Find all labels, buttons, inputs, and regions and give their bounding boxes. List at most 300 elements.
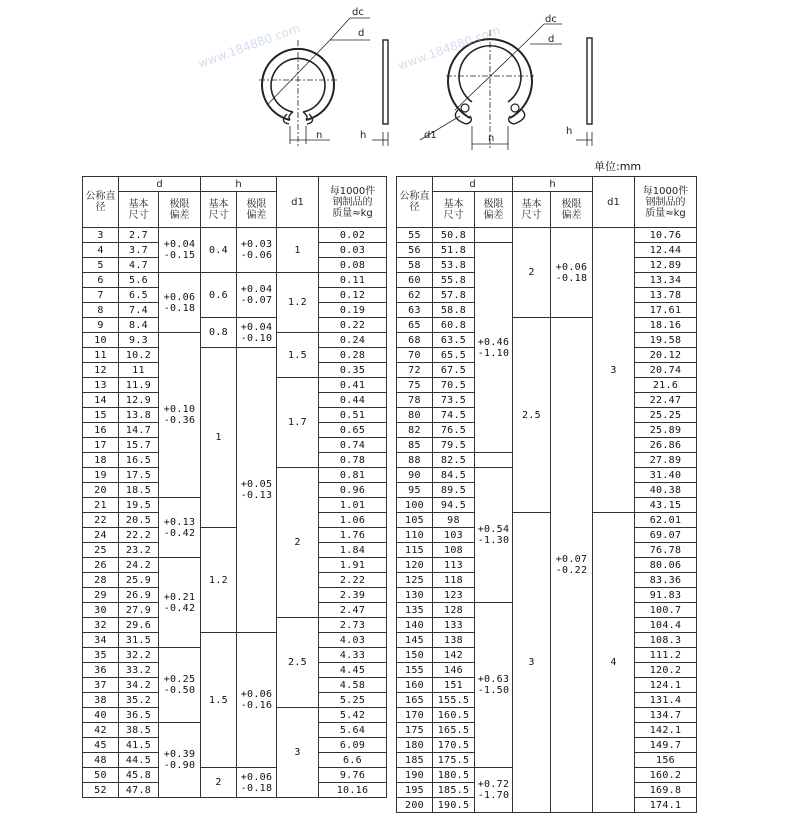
mass-cell: 2.73 [319, 618, 387, 633]
d-tolerance-cell [475, 453, 513, 468]
nominal-diameter-cell: 15 [83, 408, 119, 423]
nominal-diameter-cell: 130 [397, 588, 433, 603]
mass-cell: 9.76 [319, 768, 387, 783]
nominal-diameter-cell: 185 [397, 753, 433, 768]
d-basic-cell: 27.9 [119, 603, 159, 618]
mass-cell: 6.09 [319, 738, 387, 753]
mass-cell: 2.39 [319, 588, 387, 603]
nominal-diameter-cell: 190 [397, 768, 433, 783]
mass-cell: 2.22 [319, 573, 387, 588]
mass-cell: 0.22 [319, 318, 387, 333]
d-basic-cell: 23.2 [119, 543, 159, 558]
d-basic-cell: 57.8 [433, 288, 475, 303]
d-basic-cell: 53.8 [433, 258, 475, 273]
d-basic-cell: 4.7 [119, 258, 159, 273]
d-basic-cell: 185.5 [433, 783, 475, 798]
d-basic-cell: 22.2 [119, 528, 159, 543]
d-basic-cell: 26.9 [119, 588, 159, 603]
nominal-diameter-cell: 48 [83, 753, 119, 768]
d-basic-cell: 47.8 [119, 783, 159, 798]
mass-cell: 131.4 [635, 693, 697, 708]
d-basic-cell: 20.5 [119, 513, 159, 528]
table-row [83, 228, 387, 243]
h-tolerance-cell: +0.06 -0.16 [237, 633, 277, 768]
d-tolerance-cell: +0.63 -1.50 [475, 603, 513, 768]
mass-cell: 100.7 [635, 603, 697, 618]
nominal-diameter-cell: 55 [397, 228, 433, 243]
mass-cell: 0.41 [319, 378, 387, 393]
nominal-diameter-cell: 19 [83, 468, 119, 483]
nominal-diameter-cell: 8 [83, 303, 119, 318]
nominal-diameter-cell: 110 [397, 528, 433, 543]
d-basic-cell: 113 [433, 558, 475, 573]
d-basic-cell: 11 [119, 363, 159, 378]
h-tolerance-cell: +0.04 -0.10 [237, 318, 277, 348]
nominal-diameter-cell: 80 [397, 408, 433, 423]
d-basic-cell: 180.5 [433, 768, 475, 783]
d-basic-cell: 94.5 [433, 498, 475, 513]
nominal-diameter-cell: 13 [83, 378, 119, 393]
header-h-tolerance: 极限 偏差 [551, 192, 593, 228]
table-row [397, 228, 697, 243]
mass-cell: 0.12 [319, 288, 387, 303]
d-tolerance-cell: +0.54 -1.30 [475, 468, 513, 603]
nominal-diameter-cell: 20 [83, 483, 119, 498]
d-basic-cell: 128 [433, 603, 475, 618]
header-d1: d1 [593, 177, 635, 228]
nominal-diameter-cell: 90 [397, 468, 433, 483]
table-row [83, 768, 387, 783]
d-tolerance-cell: +0.46 -1.10 [475, 243, 513, 453]
right-n-label: n [488, 133, 495, 144]
d1-cell: 1.5 [277, 333, 319, 378]
mass-cell: 169.8 [635, 783, 697, 798]
nominal-diameter-cell: 18 [83, 453, 119, 468]
nominal-diameter-cell: 155 [397, 663, 433, 678]
right-d-label: d [548, 34, 555, 45]
nominal-diameter-cell: 115 [397, 543, 433, 558]
mass-cell: 10.76 [635, 228, 697, 243]
mass-cell: 1.84 [319, 543, 387, 558]
d-basic-cell: 160.5 [433, 708, 475, 723]
d-basic-cell: 29.6 [119, 618, 159, 633]
nominal-diameter-cell: 24 [83, 528, 119, 543]
d-basic-cell: 32.2 [119, 648, 159, 663]
d-tolerance-cell [475, 228, 513, 243]
d1-cell: 4 [593, 513, 635, 813]
d-basic-cell: 70.5 [433, 378, 475, 393]
mass-cell: 19.58 [635, 333, 697, 348]
d-basic-cell: 76.5 [433, 423, 475, 438]
d-basic-cell: 34.2 [119, 678, 159, 693]
d-basic-cell: 133 [433, 618, 475, 633]
nominal-diameter-cell: 165 [397, 693, 433, 708]
d-basic-cell: 138 [433, 633, 475, 648]
mass-cell: 124.1 [635, 678, 697, 693]
nominal-diameter-cell: 16 [83, 423, 119, 438]
nominal-diameter-cell: 70 [397, 348, 433, 363]
h-basic-cell: 0.4 [201, 228, 237, 273]
h-basic-cell: 2.5 [513, 318, 551, 513]
nominal-diameter-cell: 5 [83, 258, 119, 273]
d-basic-cell: 79.5 [433, 438, 475, 453]
d-basic-cell: 14.7 [119, 423, 159, 438]
mass-cell: 40.38 [635, 483, 697, 498]
mass-cell: 6.6 [319, 753, 387, 768]
nominal-diameter-cell: 45 [83, 738, 119, 753]
nominal-diameter-cell: 62 [397, 288, 433, 303]
left-n-label: n [316, 130, 323, 141]
left-dc-label: dc [352, 7, 364, 18]
header-d: d [433, 177, 513, 192]
d-basic-cell: 25.9 [119, 573, 159, 588]
d-basic-cell: 165.5 [433, 723, 475, 738]
table-row [397, 318, 697, 333]
h-tolerance-cell: +0.06 -0.18 [237, 768, 277, 798]
header-h: h [201, 177, 277, 192]
nominal-diameter-cell: 6 [83, 273, 119, 288]
d-basic-cell: 36.5 [119, 708, 159, 723]
nominal-diameter-cell: 38 [83, 693, 119, 708]
header-h-tolerance: 极限 偏差 [237, 192, 277, 228]
mass-cell: 4.58 [319, 678, 387, 693]
ring-spec-table-left [82, 176, 387, 798]
mass-cell: 156 [635, 753, 697, 768]
mass-cell: 2.47 [319, 603, 387, 618]
nominal-diameter-cell: 58 [397, 258, 433, 273]
nominal-diameter-cell: 17 [83, 438, 119, 453]
d-basic-cell: 98 [433, 513, 475, 528]
nominal-diameter-cell: 56 [397, 243, 433, 258]
nominal-diameter-cell: 75 [397, 378, 433, 393]
table-row [397, 513, 697, 528]
mass-cell: 31.40 [635, 468, 697, 483]
d-basic-cell: 9.3 [119, 333, 159, 348]
d-basic-cell: 13.8 [119, 408, 159, 423]
mass-cell: 0.51 [319, 408, 387, 423]
mass-cell: 0.11 [319, 273, 387, 288]
nominal-diameter-cell: 32 [83, 618, 119, 633]
h-basic-cell: 1 [201, 348, 237, 528]
d1-cell: 1.7 [277, 378, 319, 468]
d-basic-cell: 51.8 [433, 243, 475, 258]
mass-cell: 22.47 [635, 393, 697, 408]
header-d-tolerance: 极限 偏差 [475, 192, 513, 228]
header-mass: 每1000件 钢制品的 质量≈kg [319, 177, 387, 228]
mass-cell: 5.25 [319, 693, 387, 708]
mass-cell: 0.35 [319, 363, 387, 378]
nominal-diameter-cell: 25 [83, 543, 119, 558]
nominal-diameter-cell: 105 [397, 513, 433, 528]
d1-cell: 3 [277, 708, 319, 798]
nominal-diameter-cell: 4 [83, 243, 119, 258]
mass-cell: 0.03 [319, 243, 387, 258]
mass-cell: 0.28 [319, 348, 387, 363]
d1-cell: 2.5 [277, 618, 319, 708]
mass-cell: 13.34 [635, 273, 697, 288]
d-basic-cell: 55.8 [433, 273, 475, 288]
d-basic-cell: 65.5 [433, 348, 475, 363]
d-basic-cell: 15.7 [119, 438, 159, 453]
mass-cell: 149.7 [635, 738, 697, 753]
d-basic-cell: 41.5 [119, 738, 159, 753]
d-basic-cell: 5.6 [119, 273, 159, 288]
d-basic-cell: 12.9 [119, 393, 159, 408]
mass-cell: 91.83 [635, 588, 697, 603]
mass-cell: 0.96 [319, 483, 387, 498]
h-tolerance-cell: +0.03 -0.06 [237, 228, 277, 273]
h-basic-cell: 3 [513, 513, 551, 813]
nominal-diameter-cell: 22 [83, 513, 119, 528]
nominal-diameter-cell: 30 [83, 603, 119, 618]
h-basic-cell: 1.5 [201, 633, 237, 768]
d-basic-cell: 6.5 [119, 288, 159, 303]
h-basic-cell: 0.6 [201, 273, 237, 318]
h-basic-cell: 0.8 [201, 318, 237, 348]
nominal-diameter-cell: 120 [397, 558, 433, 573]
mass-cell: 21.6 [635, 378, 697, 393]
nominal-diameter-cell: 63 [397, 303, 433, 318]
mass-cell: 25.25 [635, 408, 697, 423]
d-basic-cell: 8.4 [119, 318, 159, 333]
d-basic-cell: 58.8 [433, 303, 475, 318]
nominal-diameter-cell: 68 [397, 333, 433, 348]
header-h-basic: 基本 尺寸 [513, 192, 551, 228]
h-basic-cell: 2 [201, 768, 237, 798]
mass-cell: 43.15 [635, 498, 697, 513]
nominal-diameter-cell: 26 [83, 558, 119, 573]
header-d-basic: 基本 尺寸 [119, 192, 159, 228]
mass-cell: 4.45 [319, 663, 387, 678]
header-h: h [513, 177, 593, 192]
d-basic-cell: 142 [433, 648, 475, 663]
d-basic-cell: 175.5 [433, 753, 475, 768]
d-basic-cell: 24.2 [119, 558, 159, 573]
nominal-diameter-cell: 40 [83, 708, 119, 723]
d-basic-cell: 2.7 [119, 228, 159, 243]
nominal-diameter-cell: 42 [83, 723, 119, 738]
mass-cell: 5.42 [319, 708, 387, 723]
table-row [83, 528, 387, 543]
d-basic-cell: 151 [433, 678, 475, 693]
mass-cell: 26.86 [635, 438, 697, 453]
d-basic-cell: 33.2 [119, 663, 159, 678]
mass-cell: 174.1 [635, 798, 697, 813]
nominal-diameter-cell: 85 [397, 438, 433, 453]
nominal-diameter-cell: 180 [397, 738, 433, 753]
header-d-basic: 基本 尺寸 [433, 192, 475, 228]
mass-cell: 76.78 [635, 543, 697, 558]
table-row [83, 633, 387, 648]
nominal-diameter-cell: 135 [397, 603, 433, 618]
mass-cell: 120.2 [635, 663, 697, 678]
unit-label: 单位:mm [594, 160, 642, 173]
nominal-diameter-cell: 100 [397, 498, 433, 513]
nominal-diameter-cell: 65 [397, 318, 433, 333]
d-tolerance-cell: +0.21 -0.42 [159, 558, 201, 648]
d-basic-cell: 38.5 [119, 723, 159, 738]
mass-cell: 1.01 [319, 498, 387, 513]
d-tolerance-cell: +0.39 -0.90 [159, 723, 201, 798]
nominal-diameter-cell: 195 [397, 783, 433, 798]
header-d1: d1 [277, 177, 319, 228]
d-basic-cell: 44.5 [119, 753, 159, 768]
left-d-label: d [358, 28, 365, 39]
d-basic-cell: 31.5 [119, 633, 159, 648]
d-basic-cell: 60.8 [433, 318, 475, 333]
mass-cell: 0.24 [319, 333, 387, 348]
nominal-diameter-cell: 95 [397, 483, 433, 498]
mass-cell: 0.65 [319, 423, 387, 438]
header-nominal: 公称直 径 [397, 177, 433, 228]
d-basic-cell: 74.5 [433, 408, 475, 423]
table-row [83, 273, 387, 288]
mass-cell: 25.89 [635, 423, 697, 438]
retaining-ring-drawing [0, 0, 793, 165]
d-basic-cell: 146 [433, 663, 475, 678]
mass-cell: 108.3 [635, 633, 697, 648]
nominal-diameter-cell: 170 [397, 708, 433, 723]
nominal-diameter-cell: 52 [83, 783, 119, 798]
nominal-diameter-cell: 35 [83, 648, 119, 663]
mass-cell: 12.44 [635, 243, 697, 258]
h-tolerance-cell: +0.05 -0.13 [237, 348, 277, 633]
d-basic-cell: 19.5 [119, 498, 159, 513]
mass-cell: 18.16 [635, 318, 697, 333]
h-basic-cell: 2 [513, 228, 551, 318]
d-basic-cell: 118 [433, 573, 475, 588]
nominal-diameter-cell: 29 [83, 588, 119, 603]
mass-cell: 0.81 [319, 468, 387, 483]
header-d: d [119, 177, 201, 192]
mass-cell: 27.89 [635, 453, 697, 468]
nominal-diameter-cell: 200 [397, 798, 433, 813]
d-basic-cell: 123 [433, 588, 475, 603]
d1-cell: 2 [277, 468, 319, 618]
nominal-diameter-cell: 88 [397, 453, 433, 468]
header-d-tolerance: 极限 偏差 [159, 192, 201, 228]
d-tolerance-cell: +0.72 -1.70 [475, 768, 513, 813]
d-tolerance-cell: +0.06 -0.18 [159, 273, 201, 333]
nominal-diameter-cell: 10 [83, 333, 119, 348]
mass-cell: 1.76 [319, 528, 387, 543]
nominal-diameter-cell: 7 [83, 288, 119, 303]
d-basic-cell: 17.5 [119, 468, 159, 483]
d-basic-cell: 73.5 [433, 393, 475, 408]
table-row [83, 318, 387, 333]
right-table-body [397, 228, 697, 813]
mass-cell: 0.08 [319, 258, 387, 273]
mass-cell: 83.36 [635, 573, 697, 588]
mass-cell: 0.78 [319, 453, 387, 468]
nominal-diameter-cell: 21 [83, 498, 119, 513]
d-basic-cell: 84.5 [433, 468, 475, 483]
h-basic-cell: 1.2 [201, 528, 237, 633]
mass-cell: 12.89 [635, 258, 697, 273]
mass-cell: 134.7 [635, 708, 697, 723]
d-basic-cell: 67.5 [433, 363, 475, 378]
nominal-diameter-cell: 72 [397, 363, 433, 378]
mass-cell: 104.4 [635, 618, 697, 633]
right-dc-label: dc [545, 14, 557, 25]
mass-cell: 111.2 [635, 648, 697, 663]
mass-cell: 160.2 [635, 768, 697, 783]
right-h-label: h [566, 126, 573, 137]
nominal-diameter-cell: 150 [397, 648, 433, 663]
nominal-diameter-cell: 14 [83, 393, 119, 408]
mass-cell: 0.74 [319, 438, 387, 453]
nominal-diameter-cell: 125 [397, 573, 433, 588]
left-h-label: h [360, 130, 367, 141]
nominal-diameter-cell: 36 [83, 663, 119, 678]
mass-cell: 62.01 [635, 513, 697, 528]
mass-cell: 80.06 [635, 558, 697, 573]
left-table-body [83, 228, 387, 798]
nominal-diameter-cell: 9 [83, 318, 119, 333]
h-tolerance-cell: +0.04 -0.07 [237, 273, 277, 318]
right-d1-label: d1 [424, 130, 437, 141]
d-basic-cell: 103 [433, 528, 475, 543]
mass-cell: 0.19 [319, 303, 387, 318]
mass-cell: 0.44 [319, 393, 387, 408]
watermark: www.184880.com [196, 20, 302, 71]
d-tolerance-cell: +0.10 -0.36 [159, 333, 201, 498]
d-basic-cell: 170.5 [433, 738, 475, 753]
mass-cell: 69.07 [635, 528, 697, 543]
mass-cell: 20.74 [635, 363, 697, 378]
d-basic-cell: 63.5 [433, 333, 475, 348]
d-basic-cell: 35.2 [119, 693, 159, 708]
nominal-diameter-cell: 60 [397, 273, 433, 288]
mass-cell: 4.33 [319, 648, 387, 663]
d1-cell: 1 [277, 228, 319, 273]
nominal-diameter-cell: 12 [83, 363, 119, 378]
watermark-2: www.184880.com [396, 22, 502, 73]
d-basic-cell: 50.8 [433, 228, 475, 243]
d-basic-cell: 7.4 [119, 303, 159, 318]
d-basic-cell: 155.5 [433, 693, 475, 708]
d-tolerance-cell: +0.25 -0.50 [159, 648, 201, 723]
nominal-diameter-cell: 11 [83, 348, 119, 363]
mass-cell: 142.1 [635, 723, 697, 738]
mass-cell: 17.61 [635, 303, 697, 318]
nominal-diameter-cell: 28 [83, 573, 119, 588]
ring-spec-table-right [396, 176, 697, 813]
d-basic-cell: 11.9 [119, 378, 159, 393]
nominal-diameter-cell: 34 [83, 633, 119, 648]
d-basic-cell: 3.7 [119, 243, 159, 258]
nominal-diameter-cell: 78 [397, 393, 433, 408]
d-basic-cell: 190.5 [433, 798, 475, 813]
d-basic-cell: 89.5 [433, 483, 475, 498]
mass-cell: 10.16 [319, 783, 387, 798]
table-row [83, 348, 387, 363]
d-tolerance-cell: +0.13 -0.42 [159, 498, 201, 558]
d-basic-cell: 10.2 [119, 348, 159, 363]
header-mass: 每1000件 钢制品的 质量≈kg [635, 177, 697, 228]
mass-cell: 20.12 [635, 348, 697, 363]
d1-cell: 1.2 [277, 273, 319, 333]
h-tolerance-cell: +0.06 -0.18 [551, 228, 593, 318]
d-tolerance-cell: +0.04 -0.15 [159, 228, 201, 273]
header-h-basic: 基本 尺寸 [201, 192, 237, 228]
nominal-diameter-cell: 50 [83, 768, 119, 783]
d-basic-cell: 82.5 [433, 453, 475, 468]
nominal-diameter-cell: 37 [83, 678, 119, 693]
h-tolerance-cell: +0.07 -0.22 [551, 318, 593, 813]
d-basic-cell: 45.8 [119, 768, 159, 783]
nominal-diameter-cell: 145 [397, 633, 433, 648]
